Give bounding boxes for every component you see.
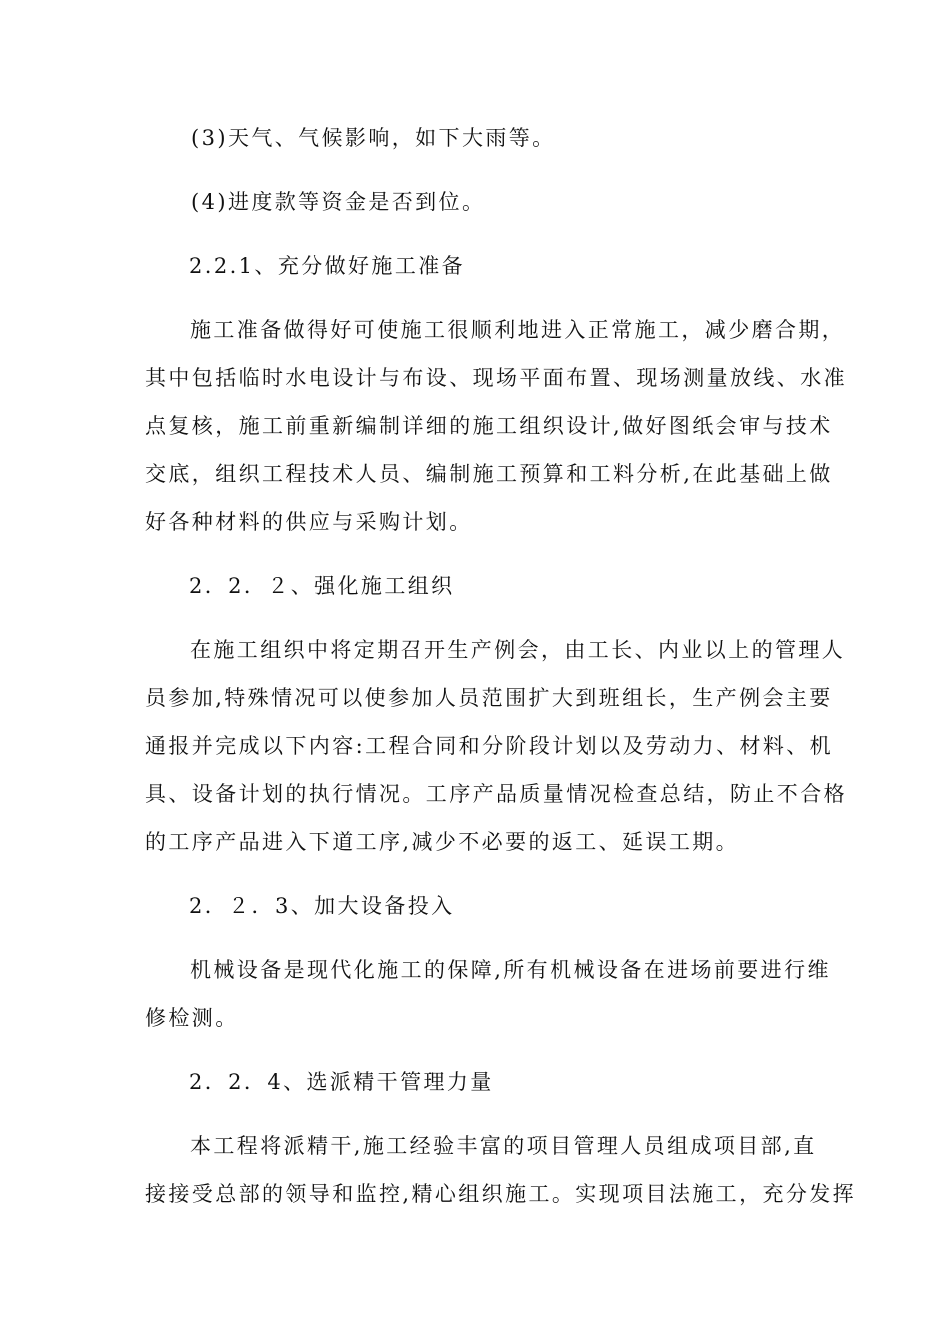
paragraph-line: 具、设备计划的执行情况。工序产品质量情况检查总结，防止不合格	[145, 782, 847, 806]
list-item-weather: (3)天气、气候影响，如下大雨等。	[191, 126, 556, 150]
paragraph-line: 接接受总部的领导和监控,精心组织施工。实现项目法施工，充分发挥	[145, 1182, 857, 1206]
paragraph-line: 机械设备是现代化施工的保障,所有机械设备在进场前要进行维	[190, 958, 831, 982]
section-heading-2-2-4: 2．2．4、选派精干管理力量	[189, 1070, 494, 1094]
paragraph-line: 本工程将派精干,施工经验丰富的项目管理人员组成项目部,直	[190, 1134, 817, 1158]
section-heading-2-2-1: 2.2.1、充分做好施工准备	[189, 254, 466, 278]
paragraph-line: 在施工组织中将定期召开生产例会，由工长、内业以上的管理人	[190, 638, 846, 662]
section-heading-2-2-2: 2．2．２、强化施工组织	[189, 574, 455, 598]
paragraph-line: 好各种材料的供应与采购计划。	[145, 510, 473, 534]
paragraph-line: 其中包括临时水电设计与布设、现场平面布置、现场测量放线、水准	[145, 366, 847, 390]
paragraph-line: 通报并完成以下内容:工程合同和分阶段计划以及劳动力、材料、机	[145, 734, 834, 758]
paragraph-line: 员参加,特殊情况可以使参加人员范围扩大到班组长，生产例会主要	[145, 686, 833, 710]
section-heading-2-2-3: 2．２．3、加大设备投入	[189, 894, 455, 918]
paragraph-line: 的工序产品进入下道工序,减少不必要的返工、延误工期。	[145, 830, 740, 854]
paragraph-line: 交底，组织工程技术人员、编制施工预算和工料分析,在此基础上做	[145, 462, 833, 486]
list-item-funding: (4)进度款等资金是否到位。	[191, 190, 486, 214]
paragraph-line: 点复核，施工前重新编制详细的施工组织设计,做好图纸会审与技术	[145, 414, 833, 438]
paragraph-line: 修检测。	[145, 1006, 239, 1030]
paragraph-line: 施工准备做得好可使施工很顺利地进入正常施工，减少磨合期，	[190, 318, 846, 342]
